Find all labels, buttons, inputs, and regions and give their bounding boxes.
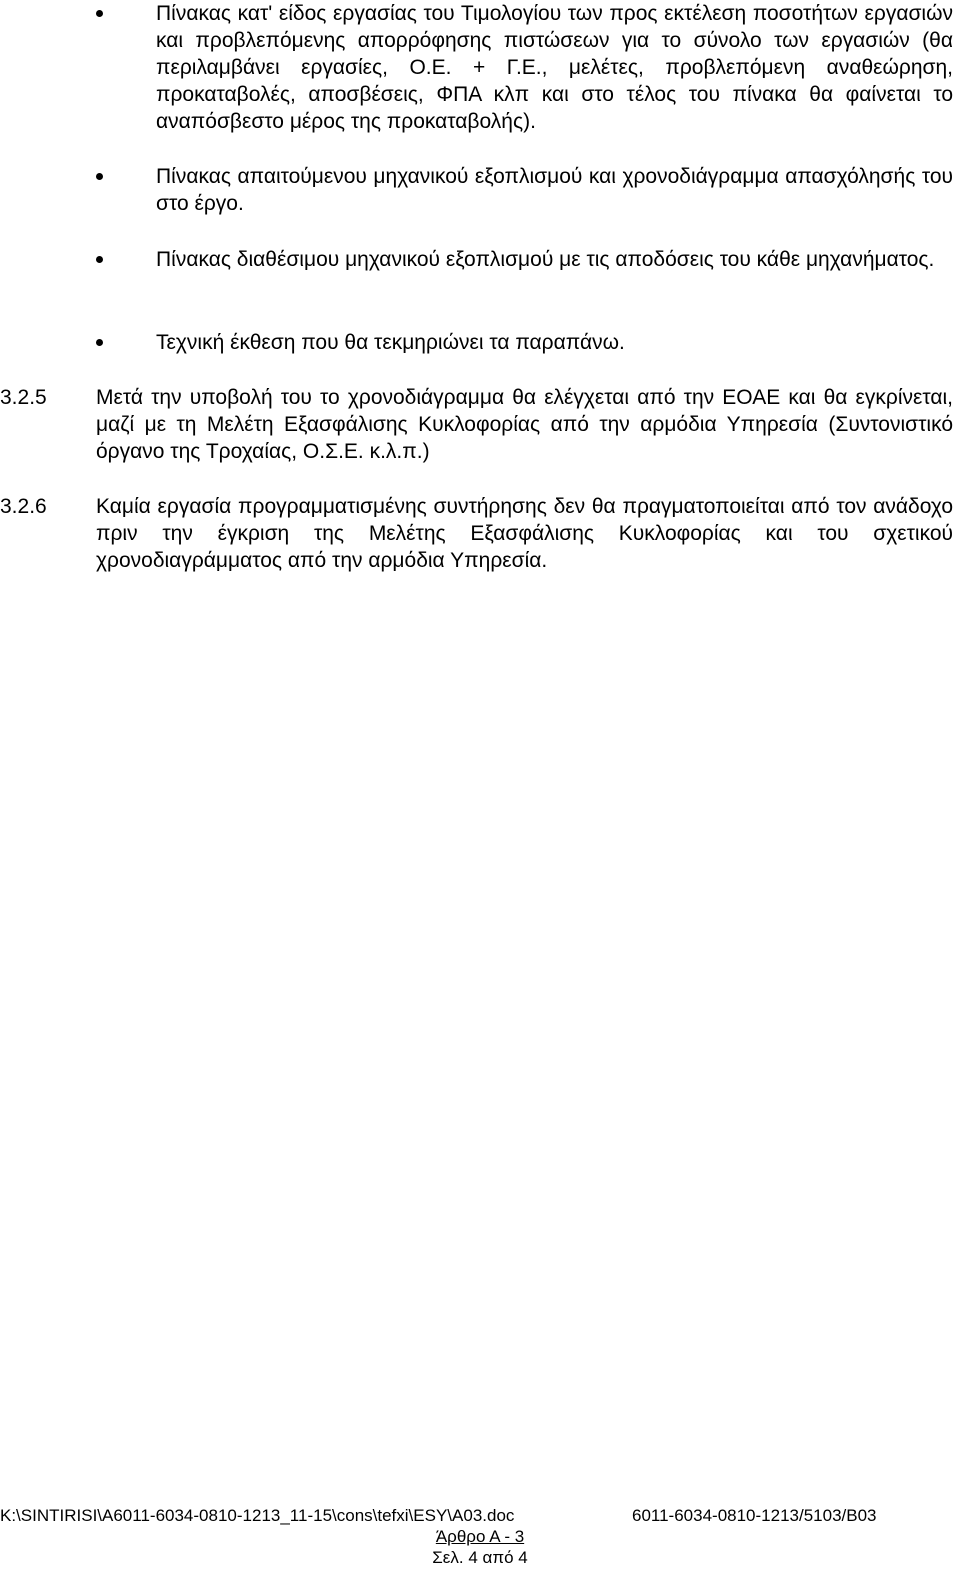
footer-article-number: Άρθρο Α - 3: [435, 1527, 525, 1546]
paragraph-text: Μετά την υποβολή του το χρονοδιάγραμμα θα ελέγχεται από την ΕΟΑΕ και θα εγκρίνεται, μαζί με τη Μελέτη Εξασφάλισης Κυκλοφορίας από την αρμόδια Υπηρεσία (Συντονιστικό όργανο της Τροχαίας, Ο.Σ.Ε. κ.λ.π.): [96, 386, 953, 463]
bullet-dot-icon: [96, 256, 103, 263]
bullet-dot-icon: [96, 339, 103, 346]
footer-document-code: 6011-6034-0810-1213/5103/B03: [632, 1506, 877, 1525]
paragraph-number: 3.2.5: [0, 386, 47, 409]
footer-page-number: Σελ. 4 από 4: [432, 1548, 528, 1567]
bullet-text: Τεχνική έκθεση που θα τεκμηριώνει τα παραπάνω.: [156, 331, 625, 354]
footer-file-path: K:\SINTIRISI\A6011-6034-0810-1213_11-15\cons\tefxi\ESY\A03.doc: [0, 1506, 515, 1525]
bullet-text: Πίνακας κατ' είδος εργασίας του Τιμολογίου των προς εκτέλεση ποσοτήτων εργασιών και προβλεπόμενης απορρόφησης πιστώσεων για το σύνολο των εργασιών (θα περιλαμβάνει εργασίες, Ο.Ε. + Γ.Ε., μελέτες, προβλεπόμενη αναθεώρηση, προκαταβολές, αποσβέσεις, ΦΠΑ κλπ και στο τέλος του πίνακα θα φαίνεται το αναπόσβεστο μέρος της προκαταβολής).: [156, 2, 953, 133]
bullet-dot-icon: [96, 10, 103, 17]
paragraph-number: 3.2.6: [0, 495, 47, 518]
paragraph-text: Καμία εργασία προγραμματισμένης συντήρησης δεν θα πραγματοποιείται από τον ανάδοχο πριν την έγκριση της Μελέτης Εξασφάλισης Κυκλοφορίας και του σχετικού χρονοδιαγράμματος από την αρμόδια Υπηρεσία.: [96, 495, 953, 572]
bullet-text: Πίνακας διαθέσιμου μηχανικού εξοπλισμού με τις αποδόσεις του κάθε μηχανήματος.: [156, 248, 935, 271]
bullet-dot-icon: [96, 173, 103, 180]
bullet-text: Πίνακας απαιτούμενου μηχανικού εξοπλισμού και χρονοδιάγραμμα απασχόλησής του στο έργο.: [156, 165, 953, 215]
